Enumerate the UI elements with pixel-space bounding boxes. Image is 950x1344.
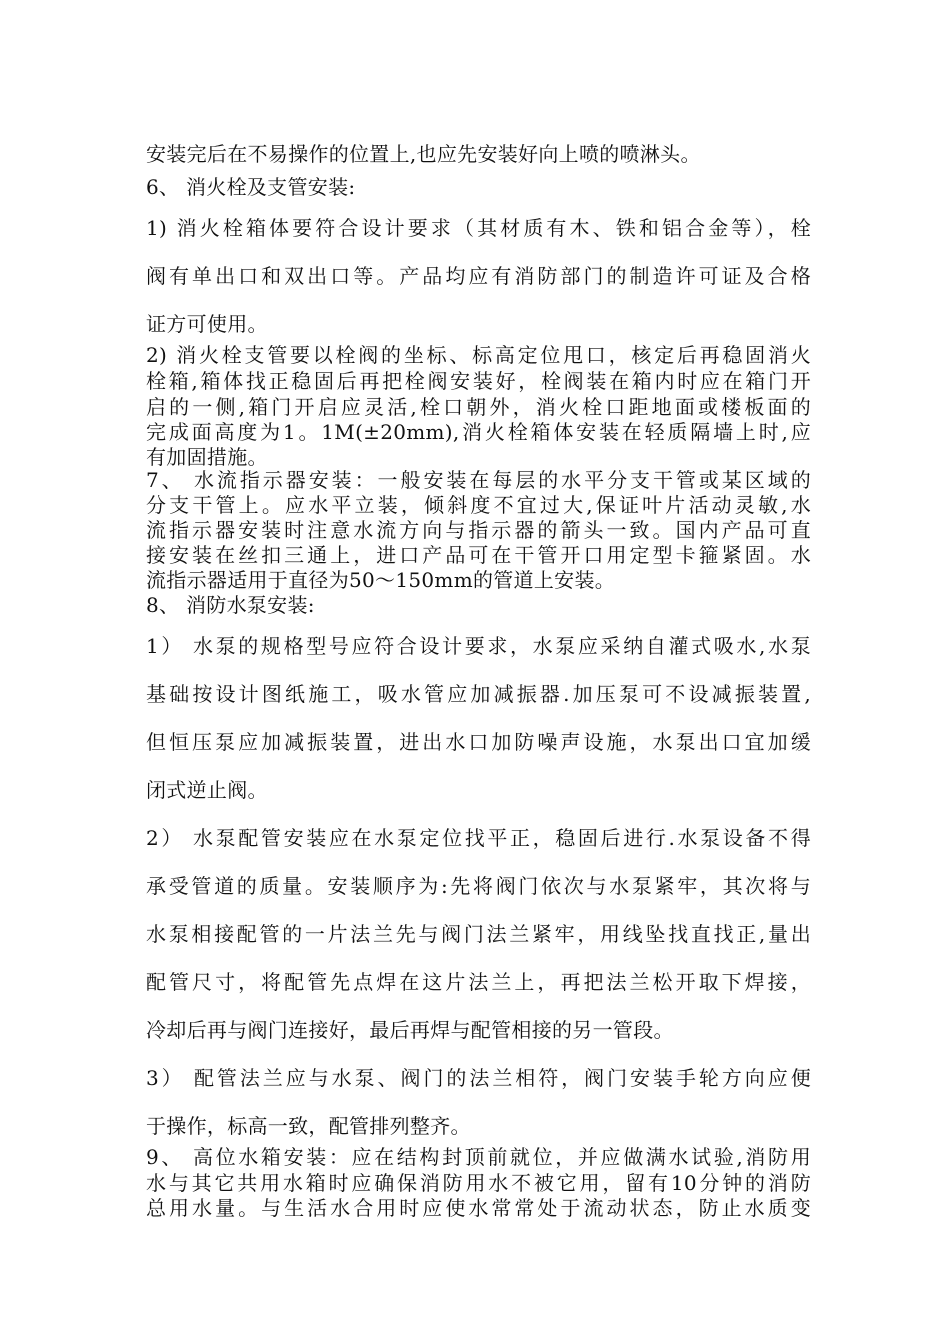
text-line: 于操作，标高一致，配管排列整齐。	[146, 1114, 471, 1138]
text-line: 分支干管上。应水平立装，倾斜度不宜过大,保证叶片活动灵敏,水	[146, 493, 811, 517]
text-line: 接安装在丝扣三通上，进口产品可在干管开口用定型卡箍紧固。水	[146, 543, 811, 567]
text-line: 承受管道的质量。安装顺序为:先将阀门依次与水泵紧牢，其次将与	[146, 874, 811, 898]
text-line: 水与其它共用水箱时应确保消防用水不被它用，留有10分钟的消防	[146, 1171, 811, 1195]
text-line: 2) 消火栓支管要以栓阀的坐标、标高定位甩口，核定后再稳固消火	[146, 343, 811, 367]
text-line: 冷却后再与阀门连接好，最后再焊与配管相接的另一管段。	[146, 1018, 674, 1042]
text-line: 总用水量。与生活水合用时应使水常常处于流动状态，防止水质变	[146, 1196, 811, 1220]
text-line: 启的一侧,箱门开启应灵活,栓口朝外，消火栓口距地面或楼板面的	[146, 395, 811, 419]
text-line: 但恒压泵应加减振装置，进出水口加防噪声设施，水泵出口宜加缓	[146, 730, 811, 754]
text-line: 安装完后在不易操作的位置上,也应先安装好向上喷的喷淋头。	[146, 142, 701, 166]
text-line: 3） 配管法兰应与水泵、阀门的法兰相符，阀门安装手轮方向应便	[146, 1066, 811, 1090]
text-line: 流指示器安装时注意水流方向与指示器的箭头一致。国内产品可直	[146, 518, 811, 542]
section-heading: 6、 消火栓及支管安装:	[146, 175, 356, 199]
text-line: 栓箱,箱体找正稳固后再把栓阀安装好，栓阀装在箱内时应在箱门开	[146, 369, 811, 393]
text-line: 阀有单出口和双出口等。产品均应有消防部门的制造许可证及合格	[146, 264, 811, 288]
text-line: 水泵相接配管的一片法兰先与阀门法兰紧牢，用线坠找直找正,量出	[146, 922, 811, 946]
section-heading: 7、 水流指示器安装：一般安装在每层的水平分支干管或某区域的	[146, 468, 811, 492]
section-heading: 9、 高位水箱安装：应在结构封顶前就位，并应做满水试验,消防用	[146, 1145, 811, 1169]
text-line: 闭式逆止阀。	[146, 778, 268, 802]
text-line: 配管尺寸，将配管先点焊在这片法兰上，再把法兰松开取下焊接，	[146, 970, 811, 994]
text-line: 2） 水泵配管安装应在水泵定位找平正，稳固后进行.水泵设备不得	[146, 826, 811, 850]
text-line: 1） 水泵的规格型号应符合设计要求，水泵应采纳自灌式吸水,水泵	[146, 634, 811, 658]
text-line: 基础按设计图纸施工，吸水管应加减振器.加压泵可不设减振装置,	[146, 682, 811, 706]
text-line: 1) 消火栓箱体要符合设计要求（其材质有木、铁和铝合金等），栓	[146, 216, 811, 240]
text-line: 完成面高度为1。1M(±20mm),消火栓箱体安装在轻质隔墙上时,应	[146, 420, 811, 444]
section-heading: 8、 消防水泵安装:	[146, 593, 315, 617]
text-line: 有加固措施。	[146, 445, 268, 469]
text-line: 流指示器适用于直径为50～150mm的管道上安装。	[146, 568, 616, 592]
text-line: 证方可使用。	[146, 312, 268, 336]
